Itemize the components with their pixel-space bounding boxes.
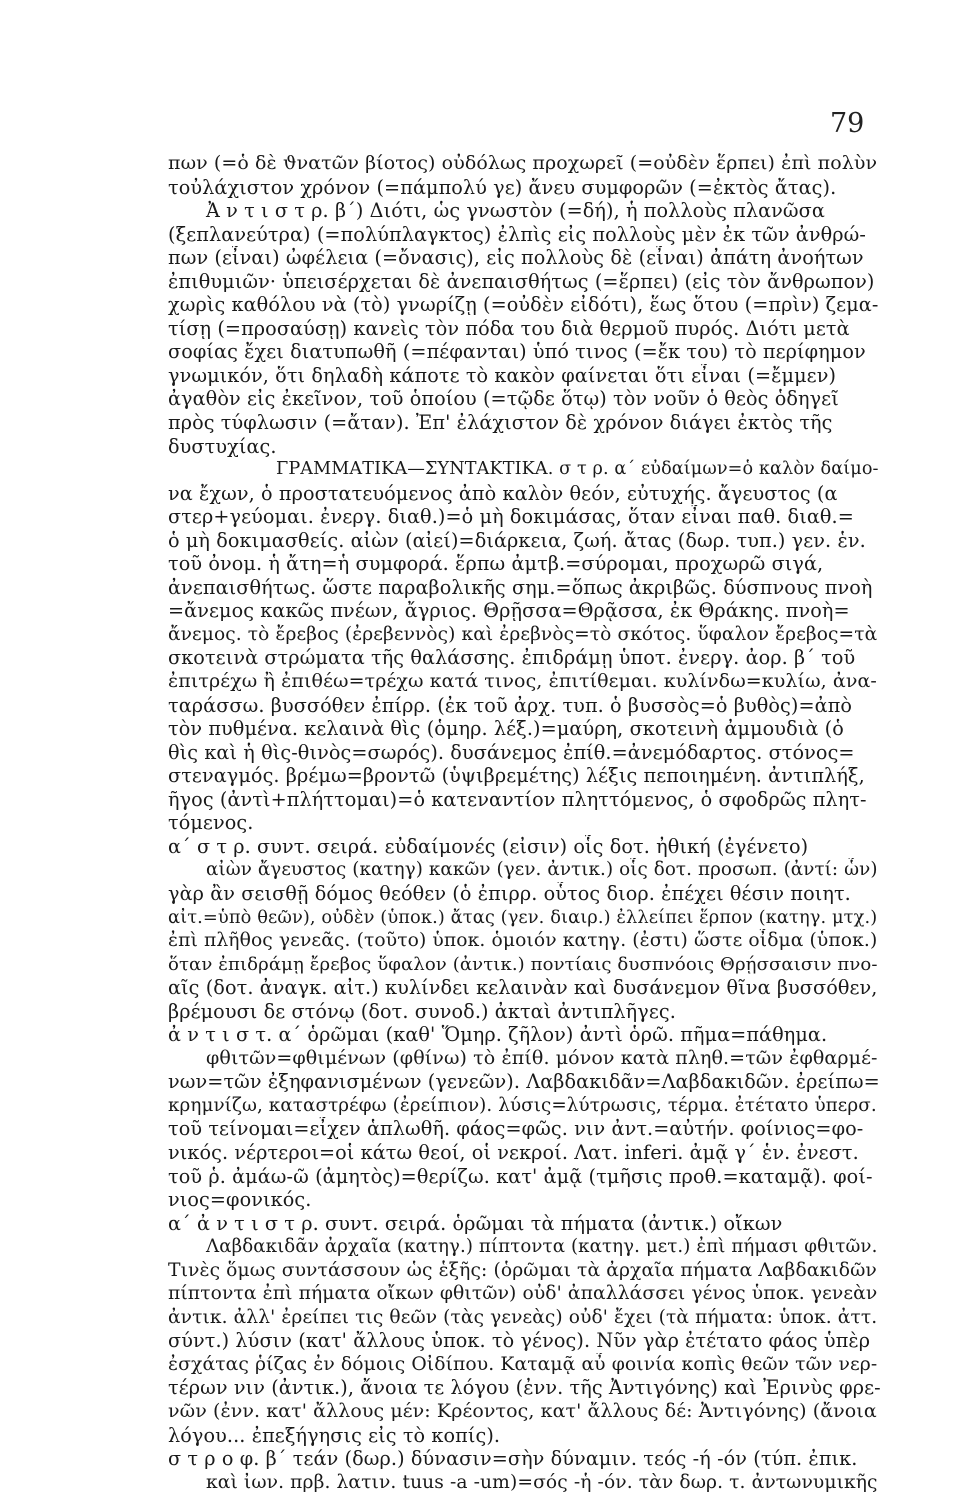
text-line: γὰρ ἂν σεισθῇ δόμος θεόθεν (ὁ ἐπιρρ. οὗτος διορ. ἐπέχει θέσιν ποιητ.	[168, 881, 851, 905]
text-line: ἀ ν τ ι σ τ. α΄ ὁρῶμαι (καθ' Ὅμηρ. ζῆλον) ἀντὶ ὁρῶ. πῆμα=πάθημα.	[168, 1023, 828, 1047]
text-line: ἐπὶ πλῆθος γενεᾶς. (τοῦτο) ὑποκ. ὁμοιόν κατηγ. (ἐστι) ὥστε οἶδμα (ὑποκ.)	[168, 930, 878, 952]
text-line: Λαβδακιδᾶν ἀρχαῖα (κατηγ.) πίπτοντα (κατηγ. μετ.) ἐπὶ πήμασι φθιτῶν.	[206, 1236, 878, 1258]
text-line: πίπτοντα ἐπὶ πήματα οἴκων φθιτῶν) οὐδ' ἀπαλλάσσει γένος ὑποκ. γενεὰν	[168, 1283, 878, 1305]
page-number: 79	[830, 108, 865, 139]
text-line: σύντ.) λύσιν (κατ' ἄλλους ὑποκ. τὸ γένος). Νῦν γὰρ ἐτέτατο φάος ὑπὲρ	[168, 1329, 871, 1353]
text-line: ταράσσω. βυσσόθεν ἐπίρρ. (ἐκ τοῦ ἀρχ. τυπ. ὁ βυσσὸς=ὁ βυθὸς)=ἀπὸ	[168, 693, 853, 717]
text-line: ῆγος (ἀντὶ+πλήττομαι)=ὁ κατεναντίον πληττόμενος, ὁ σφοδρῶς πλητ-	[168, 787, 867, 811]
text-line: α΄ ἀ ν τ ι σ τ ρ. συντ. σειρά. ὁρῶμαι τὰ πήματα (ἀντικ.) οἴκων	[168, 1211, 783, 1235]
text-line: σ τ ρ ο φ. β΄ τεάν (δωρ.) δύνασιν=σὴν δύναμιν. τεός -ή -όν (τύπ. ἐπικ.	[168, 1447, 858, 1471]
section-heading: ΓΡΑΜΜΑΤΙΚΑ—ΣΥΝΤΑΚΤΙΚΑ. σ τ ρ. α΄ εὐδαίμων=ὁ καλὸν δαίμο-	[276, 459, 879, 480]
text-line: γνωμικόν, ὅτι δηλαδὴ κάποτε τὸ κακὸν φαίνεται ὅτι εἶναι (=ἔμμεν)	[168, 363, 837, 387]
text-line: δυστυχίας.	[168, 434, 277, 458]
text-line: τίσῃ (=προσαύσῃ) κανεὶς τὸν πόδα του διὰ θερμοῦ πυρός. Διότι μετὰ	[168, 316, 850, 340]
text-line: ἐπιθυμιῶν· ὑπεισέρχεται δὲ ἀνεπαισθήτως (=ἕρπει) (εἰς τὸν ἄνθρωπον)	[168, 269, 875, 293]
text-line: νῶν (ἐνν. κατ' ἄλλους μέν: Κρέοντος, κατ' ἄλλους δέ: Ἀντιγόνης) (ἄνοια	[168, 1399, 877, 1422]
text-line: τὸν πυθμένα. κελαινὰ θὶς (ὁμηρ. λέξ.)=μαύρη, σκοτεινὴ ἀμμουδιὰ (ὁ	[168, 717, 844, 741]
text-line: στεναγμός. βρέμω=βροντῶ (ὑψιβρεμέτης) λέξις πεποιημένη. ἀντιπλήξ,	[168, 764, 865, 788]
text-line: τόμενος.	[168, 811, 254, 835]
text-line: ἐπιτρέχω ἢ ἐπιθέω=τρέχω κατά τινος, ἐπιτίθεμαι. κυλίνδω=κυλίω, ἀνα-	[168, 670, 877, 693]
text-line: βρέμουσι δε στόνῳ (δοτ. συνοδ.) ἀκταὶ ἀντιπλῆγες.	[168, 999, 676, 1023]
text-line: ἀντικ. ἀλλ' ἐρείπει τις θεῶν (τὰς γενεὰς) οὐδ' ἔχει (τὰ πήματα: ὑποκ. ἀττ.	[168, 1306, 878, 1328]
text-line: νων=τῶν ἐξηφανισμένων (γενεῶν). Λαβδακιδᾶν=Λαβδακιδῶν. ἐρείπω=	[168, 1070, 880, 1094]
text-line: κρημνίζω, καταστρέφω (ἐρείπιον). λύσις=λύτρωσις, τέρμα. ἐτέτατο ὑπερσ.	[168, 1094, 877, 1116]
text-line: ἐσχάτας ῥίζας ἐν δόμοις Οἰδίπου. Καταμᾷ αὖ φοινία κοπὶς θεῶν τῶν νερ-	[168, 1353, 878, 1375]
text-line: στερ+γεύομαι. ἐνεργ. διαθ.)=ὁ μὴ δοκιμάσας, ὅταν εἶναι παθ. διαθ.=	[168, 505, 854, 529]
text-line: Ἀ ν τ ι σ τ ρ. β΄) Διότι, ὡς γνωστὸν (=δή), ἡ πολλοὺς πλανῶσα	[206, 199, 825, 223]
text-line: νιος=φονικός.	[168, 1188, 312, 1212]
text-line: πρὸς τύφλωσιν (=ἄταν). Ἐπ' ἐλάχιστον δὲ χρόνον διάγει ἐκτὸς τῆς	[168, 411, 833, 435]
text-line: αῖς (δοτ. ἀναγκ. αἰτ.) κυλίνδει κελαινὰν καὶ δυσάνεμον θῖνα βυσσόθεν,	[168, 976, 878, 1000]
text-line: να ἔχων, ὁ προστατευόμενος ἀπὸ καλὸν θεόν, εὐτυχής. ἄγευστος (α	[168, 481, 838, 505]
text-line: φθιτῶν=φθιμένων (φθίνω) τὸ ἐπίθ. μόνον κατὰ πληθ.=τῶν ἐφθαρμέ-	[206, 1046, 878, 1069]
text-line: ἀνεπαισθήτως. ὥστε παραβολικῆς σημ.=ὅπως ἀκριβῶς. δύσπνους πνοὴ	[168, 575, 873, 599]
text-line: ἄνεμος. τὸ ἔρεβος (ἐρεβεννὸς) καὶ ἐρεβνὸς=τὸ σκότος. ὕφαλον ἔρεβος=τὰ	[168, 623, 878, 645]
text-line: =ἄνεμος κακῶς πνέων, ἄγριος. Θρῇσσα=Θρᾷσσα, ἐκ Θράκης. πνοὴ=	[168, 599, 850, 623]
text-line: πων (εἶναι) ὠφέλεια (=ὄνασις), εἰς πολλοὺς δὲ (εἶναι) ἀπάτη ἀνοήτων	[168, 246, 864, 270]
text-line: τοῦ ῥ. ἀμάω-ῶ (ἀμητὸς)=θερίζω. κατ' ἀμᾷ (τμῆσις προθ.=καταμᾷ). φοί-	[168, 1164, 873, 1188]
text-line: καὶ ἰων. πρβ. λατιν. tuus -a -um)=σός -ἡ -όν. τὰν δωρ. τ. ἀντωνυμικῆς	[206, 1471, 878, 1493]
text-line: αἰὼν ἄγευστος (κατηγ) κακῶν (γεν. ἀντικ.) οἷς δοτ. προσωπ. (ἀντί: ὧν)	[206, 859, 878, 881]
text-line: (ξεπλανεύτρα) (=πολύπλαγκτος) ἐλπὶς εἰς πολλοὺς μὲν ἐκ τῶν ἀνθρώ-	[168, 222, 866, 246]
text-line: α΄ σ τ ρ. συντ. σειρά. εὐδαίμονές (εἰσιν) οἷς δοτ. ἠθική (ἐγένετο)	[168, 834, 809, 858]
text-line: τέρων νιν (ἀντικ.), ἄνοια τε λόγου (ἐνν. τῆς Ἀντιγόνης) καὶ Ἐρινὺς φρε-	[168, 1376, 881, 1400]
text-line: ἀγαθὸν εἰς ἐκεῖνον, τοῦ ὁποίου (=τῷδε ὅτῳ) τὸν νοῦν ὁ θεὸς ὁδηγεῖ	[168, 387, 839, 411]
text-line: τοῦ τείνομαι=εἶχεν ἁπλωθῆ. φάος=φῶς. νιν ἀντ.=αὐτήν. φοίνιος=φο-	[168, 1117, 864, 1141]
text-line: ὅταν ἐπιδράμῃ ἔρεβος ὕφαλον (ἀντικ.) ποντίαις δυσπνόοις Θρῄσσαισιν πνο-	[168, 953, 878, 975]
text-line: Τινὲς ὅμως συντάσσουν ὡς ἑξῆς: (ὁρῶμαι τὰ ἀρχαῖα πήματα Λαβδακιδῶν	[168, 1259, 877, 1281]
text-line: σκοτεινὰ στρώματα τῆς θαλάσσης. ἐπιδράμῃ ὑποτ. ἐνεργ. ἀορ. β΄ τοῦ	[168, 646, 856, 670]
text-body	[168, 152, 884, 1494]
text-line: θὶς καὶ ἡ θὶς-θινὸς=σωρός). δυσάνεμος ἐπίθ.=ἀνεμόδαρτος. στόνος=	[168, 740, 855, 764]
text-line: σοφίας ἔχει διατυπωθῆ (=πέφανται) ὑπό τινος (=ἔκ του) τὸ περίφημον	[168, 340, 866, 364]
text-line: ὁ μὴ δοκιμασθείς. αἰὼν (αἰεί)=διάρκεια, ζωή. ἄτας (δωρ. τυπ.) γεν. ἑν.	[168, 528, 866, 552]
text-line: τοῦ ὀνομ. ἡ ἄτη=ἡ συμφορά. ἕρπω ἀμτβ.=σύρομαι, προχωρῶ σιγά,	[168, 552, 824, 576]
text-line: τοὐλάχιστον χρόνον (=πάμπολύ γε) ἄνευ συμφορῶν (=ἐκτὸς ἄτας).	[168, 175, 837, 199]
text-line: λόγου... ἐπεξήγησις εἰς τὸ κοπίς).	[168, 1423, 501, 1447]
text-line: νικός. νέρτεροι=οἱ κάτω θεοί, οἱ νεκροί. Λατ. inferi. ἀμᾷ γ΄ ἑν. ἐνεστ.	[168, 1140, 859, 1164]
text-line: χωρὶς καθόλου νὰ (τὸ) γνωρίζῃ (=οὐδὲν εἰδότι), ἕως ὅτου (=πρὶν) ζεμα-	[168, 293, 879, 317]
text-line: πων (=ὁ δὲ ϑνατῶν βίοτος) οὐδόλως προχωρεῖ (=οὐδὲν ἕρπει) ἐπὶ πολὺν	[168, 152, 878, 174]
text-line: αἰτ.=ὑπὸ θεῶν), οὐδὲν (ὑποκ.) ἄτας (γεν. διαιρ.) ἐλλείπει ἕρπον (κατηγ. μτχ.)	[168, 906, 878, 928]
